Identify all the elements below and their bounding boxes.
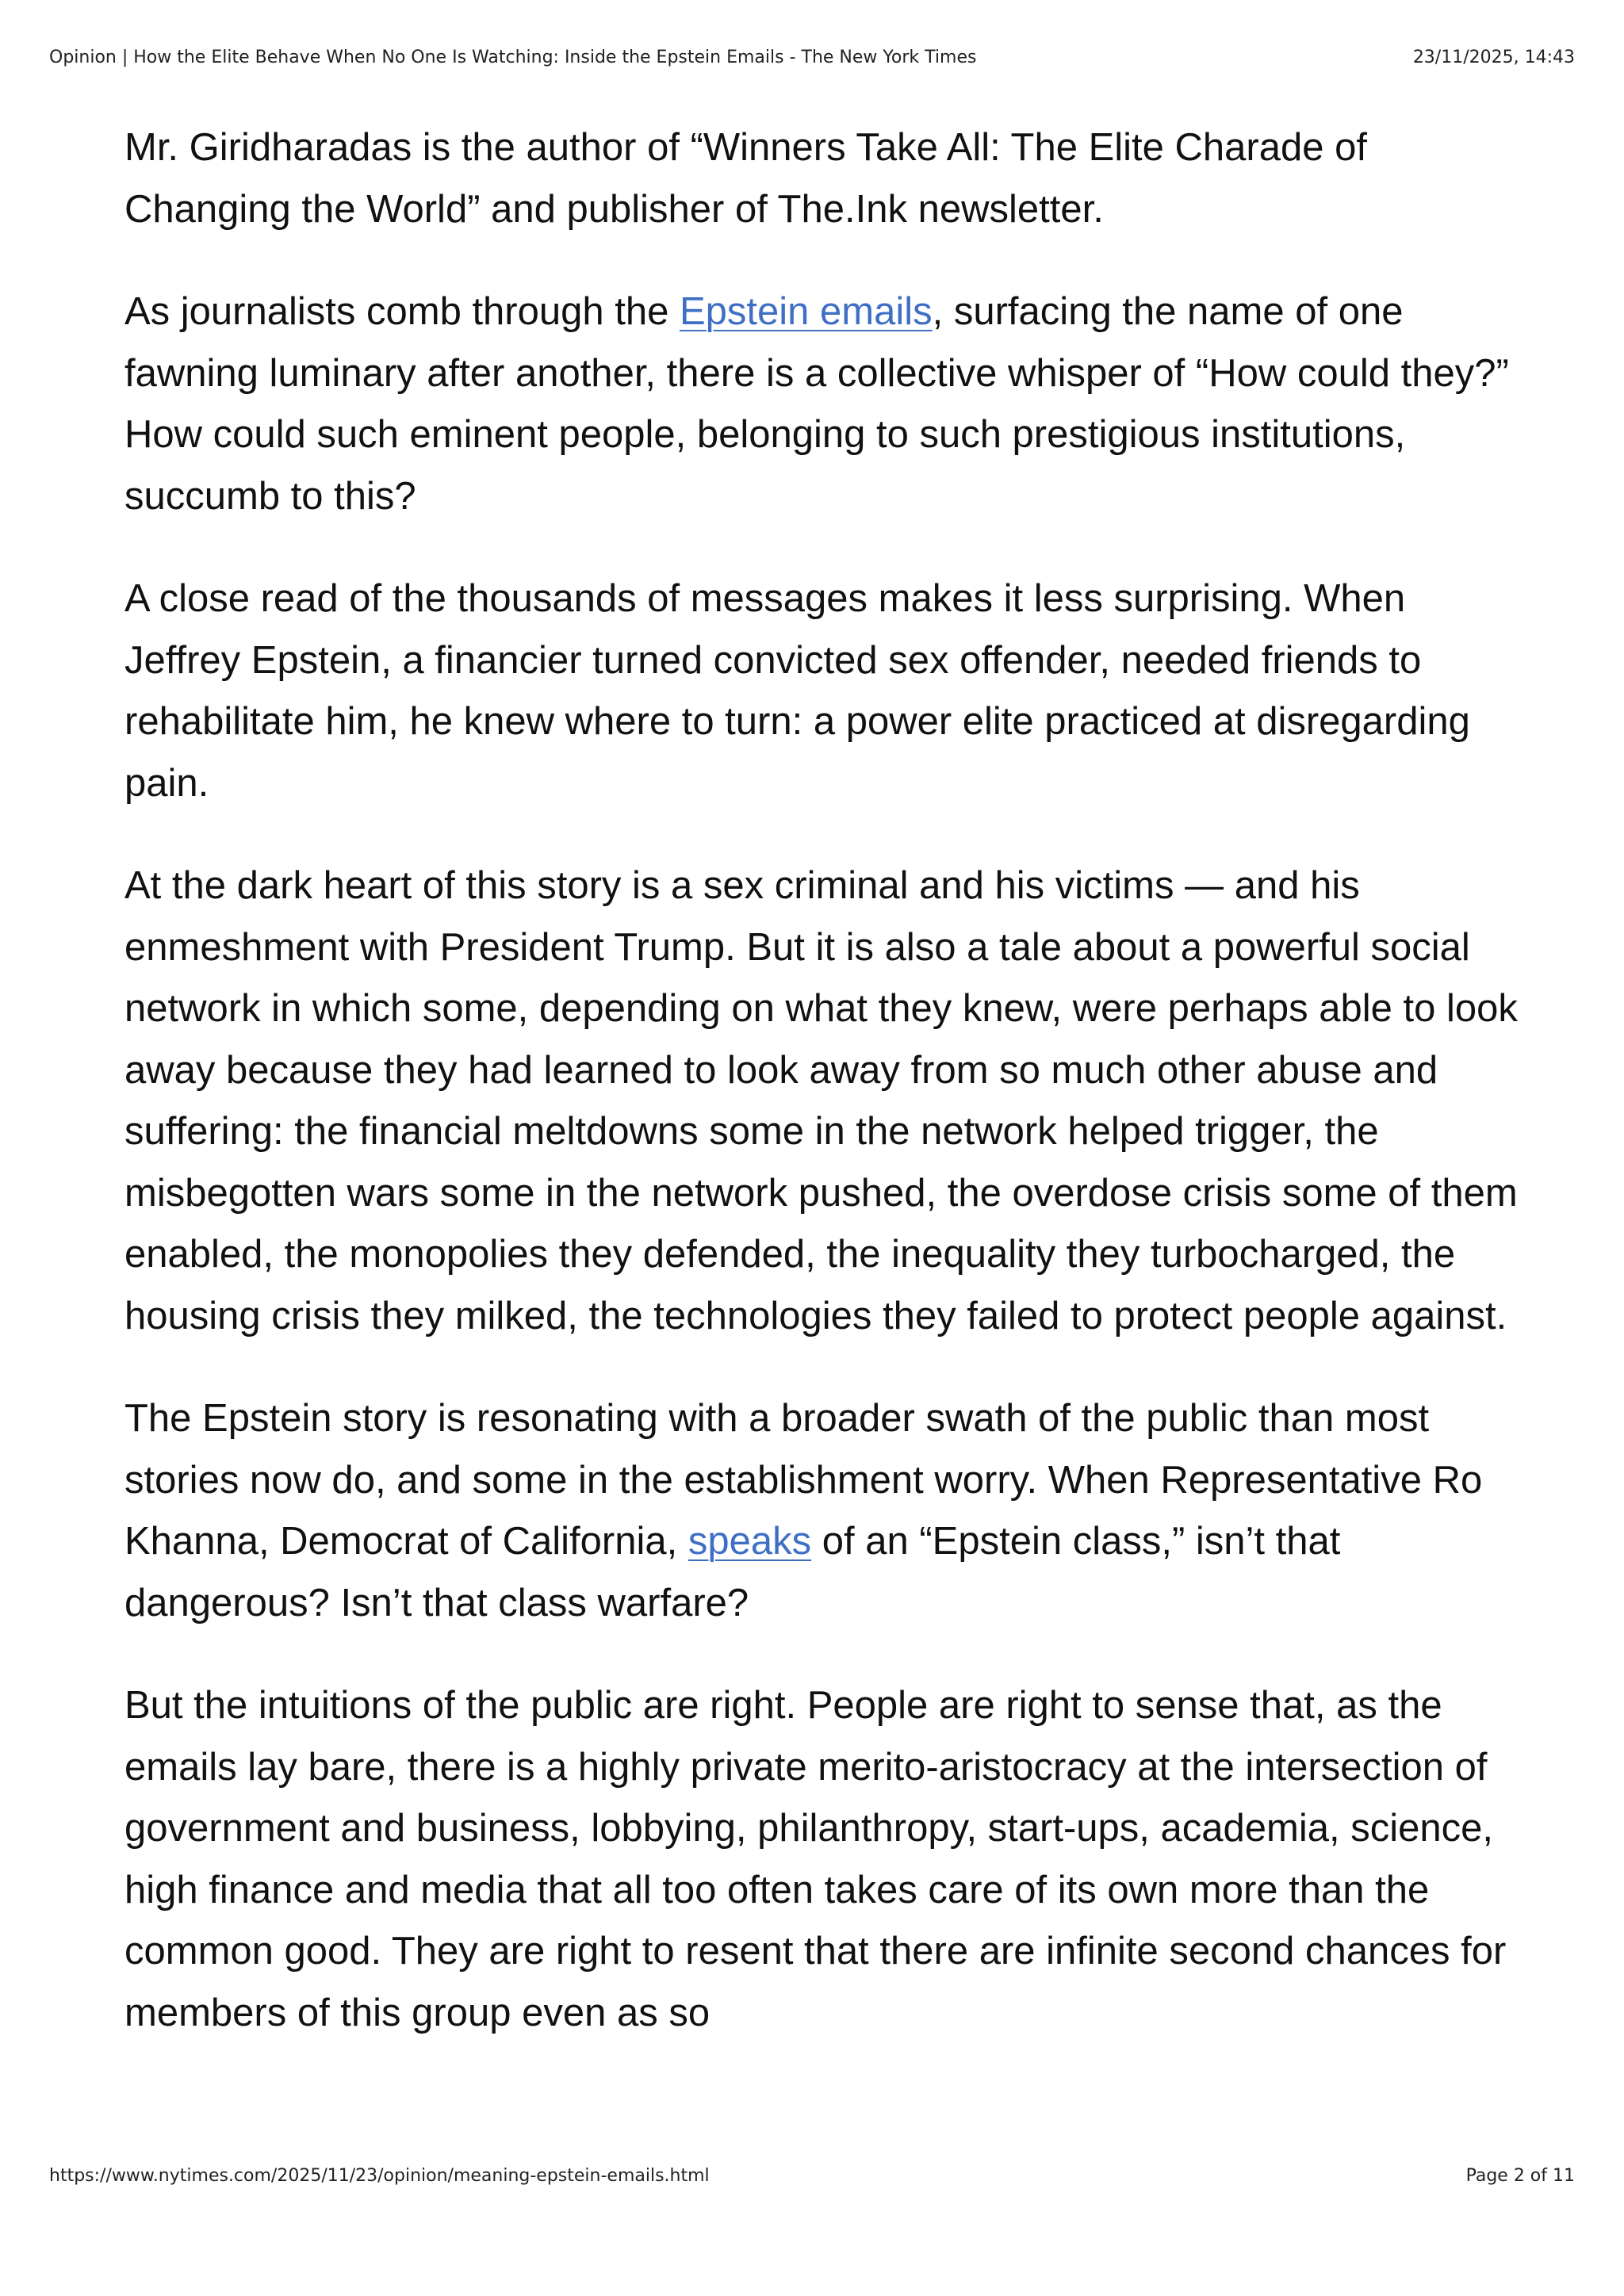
article-body bbox=[124, 117, 1520, 2044]
article-paragraph bbox=[124, 1388, 1520, 1634]
print-header-datetime: 23/11/2025, 14:43 bbox=[1412, 48, 1575, 67]
article-paragraph: At the dark heart of this story is a sex criminal and his victims — and his enmeshment with President Trump. But it is also a tale about a powerful social network in which some, depending on what they knew, were perhaps able to look away because they had learned to look away from so much other abuse and suffering: the financial meltdowns some in the network helped trigger, the misbegotten wars some in the network pushed, the overdose crisis some of them enabled, the monopolies they defended, the inequality they turbocharged, the housing crisis they milked, the technologies they failed to protect people against. bbox=[124, 864, 1518, 1337]
article-paragraph bbox=[124, 281, 1520, 527]
print-header-title: Opinion | How the Elite Behave When No One Is Watching: Inside the Epstein Emails - The New York Times bbox=[49, 48, 977, 67]
print-footer-url: https://www.nytimes.com/2025/11/23/opinion/meaning-epstein-emails.html bbox=[49, 2166, 710, 2186]
paragraph-text: of an “Epstein class,” isn’t that dangerous? Isn’t that class warfare? bbox=[124, 1520, 1341, 1624]
epstein-emails-link[interactable]: Epstein emails bbox=[679, 290, 933, 333]
speaks-link[interactable]: speaks bbox=[688, 1520, 812, 1563]
paragraph-text: , surfacing the name of one fawning luminary after another, there is a collective whisper of “How could they?” How could such eminent people, belonging to such prestigious institutions, succumb to this? bbox=[124, 290, 1509, 518]
author-bio: Mr. Giridharadas is the author of “Winners Take All: The Elite Charade of Changing the World” and publisher of The.Ink newsletter. bbox=[124, 126, 1367, 231]
article-paragraph: A close read of the thousands of messages makes it less surprising. When Jeffrey Epstein, a financier turned convicted sex offender, needed friends to rehabilitate him, he knew where to turn: a power elite practiced at disregarding pain. bbox=[124, 577, 1470, 805]
article-paragraph: But the intuitions of the public are right. People are right to sense that, as the emails lay bare, there is a highly private merito-aristocracy at the intersection of government and business, lobbying, philanthropy, start-ups, academia, science, high finance and media that all too often takes care of its own more than the common good. They are right to resent that there are infinite second chances for members of this group even as so bbox=[124, 1684, 1507, 2034]
paragraph-text: As journalists comb through the bbox=[124, 290, 680, 333]
print-footer bbox=[49, 2166, 1575, 2186]
print-header bbox=[49, 48, 1575, 67]
print-footer-page-number: Page 2 of 11 bbox=[1465, 2166, 1575, 2186]
paragraph-text: The Epstein story is resonating with a broader swath of the public than most stories now do, and some in the establishment worry. When Representative Ro Khanna, Democrat of California, bbox=[124, 1397, 1483, 1563]
